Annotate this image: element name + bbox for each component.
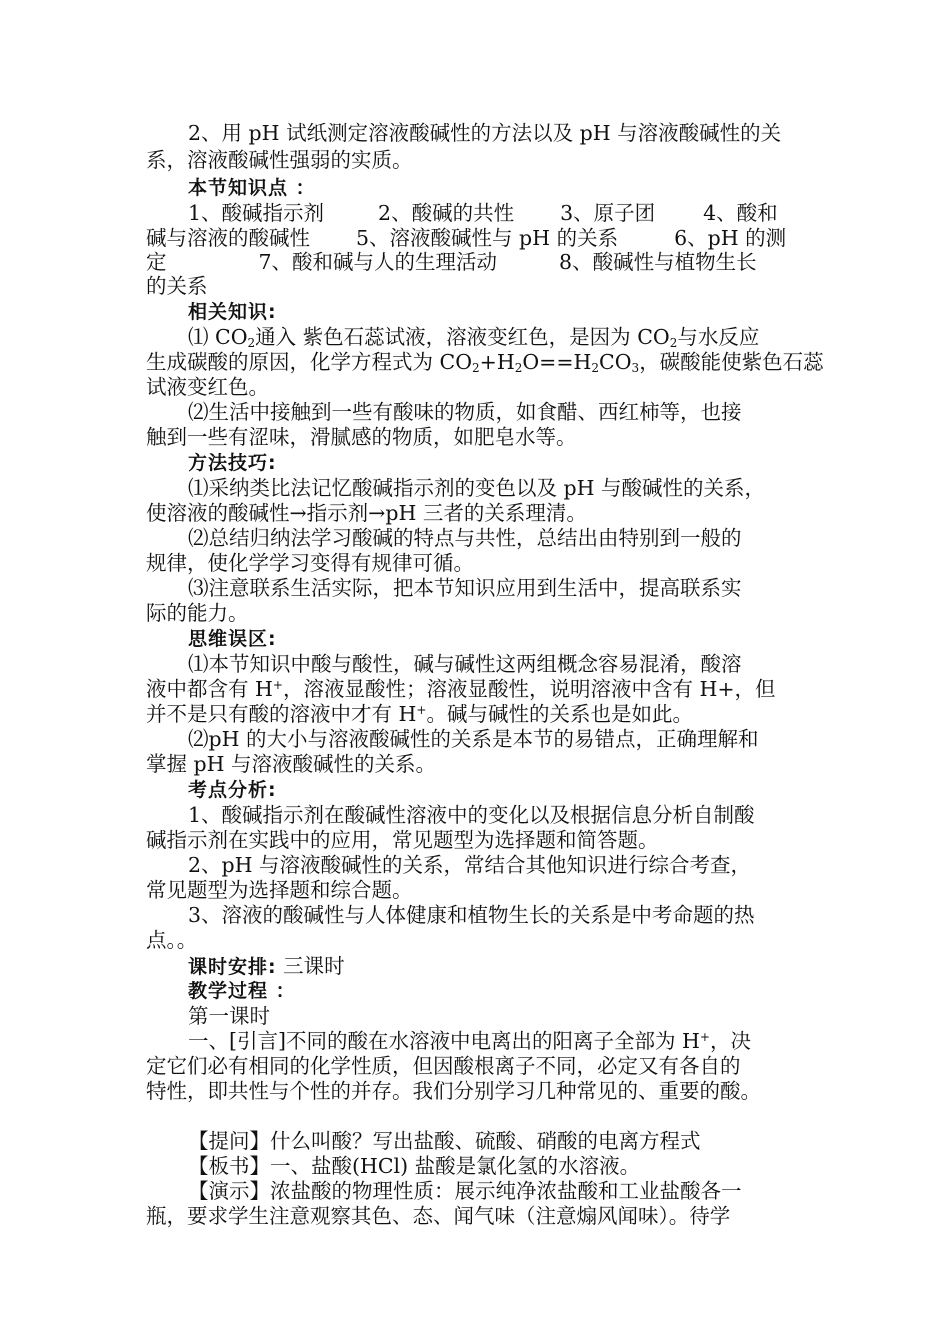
process-line: 特性，即共性与个性的并存。我们分别学习几种常见的、重要的酸。	[146, 1079, 761, 1103]
session-title: 第一课时	[188, 1004, 270, 1028]
methods-line: 使溶液的酸碱性→指示剂→pH 三者的关系理清。	[146, 501, 587, 525]
knowledge-item: 定	[146, 250, 167, 274]
section-heading-schedule: 课时安排:	[188, 956, 277, 978]
exam-line: 点。。	[146, 928, 198, 952]
knowledge-item: 2、酸碱的共性	[378, 201, 515, 225]
section-heading-pitfalls: 思维误区:	[188, 628, 277, 650]
dialog-board: 【板书】一、盐酸(HCl) 盐酸是氯化氢的水溶液。	[188, 1154, 641, 1178]
methods-line: 规律，使化学学习变得有规律可循。	[146, 551, 474, 575]
pitfalls-line: 液中都含有 H+，溶液显酸性；溶液显酸性，说明溶液中含有 H+，但	[146, 677, 776, 701]
knowledge-item: 6、pH 的测	[674, 226, 787, 250]
pitfalls-line: 掌握 pH 与溶液酸碱性的关系。	[146, 752, 437, 776]
exam-line: 3、溶液的酸碱性与人体健康和植物生长的关系是中考命题的热	[188, 903, 755, 927]
knowledge-item: 碱与溶液的酸碱性	[146, 226, 310, 250]
knowledge-item: 7、酸和碱与人的生理活动	[258, 250, 498, 274]
knowledge-line	[146, 225, 786, 252]
methods-line: 际的能力。	[146, 601, 249, 625]
exam-line: 碱指示剂在实践中的应用，常见题型为选择题和简答题。	[146, 828, 659, 852]
knowledge-item: 3、原子团	[560, 201, 656, 225]
related-line: ⑵生活中接触到一些有酸味的物质，如食醋、西红柿等，也接	[188, 400, 742, 424]
process-line: 一、[引言]不同的酸在水溶液中电离出的阳离子全部为 H+，决	[188, 1029, 751, 1053]
knowledge-line	[146, 249, 757, 276]
related-line: 生成碳酸的原因，化学方程式为 $CO_2+H_2O==H_2CO_3$，碳酸能使紫色石蕊	[146, 350, 824, 375]
methods-line: ⑶注意联系生活实际，把本节知识应用到生活中，提高联系实	[188, 576, 742, 600]
related-line: 触到一些有涩味，滑腻感的物质，如肥皂水等。	[146, 425, 577, 449]
knowledge-item: 8、酸碱性与植物生长	[559, 250, 757, 274]
dialog-demo: 瓶，要求学生注意观察其色、态、闻气味（注意煽风闻味）。待学	[146, 1204, 731, 1228]
schedule-value: 三课时	[276, 954, 345, 978]
intro-line: 2、用 pH 试纸测定溶液酸碱性的方法以及 pH 与溶液酸碱性的关	[188, 121, 782, 145]
knowledge-item: 4、酸和	[703, 201, 778, 225]
pitfalls-line: ⑵pH 的大小与溶液酸碱性的关系是本节的易错点，正确理解和	[188, 727, 759, 751]
exam-line: 常见题型为选择题和综合题。	[146, 878, 413, 902]
knowledge-line: 的关系	[146, 274, 208, 298]
knowledge-item: 5、溶液酸碱性与 pH 的关系	[356, 226, 619, 250]
section-heading-related: 相关知识:	[188, 301, 277, 323]
knowledge-line	[188, 200, 778, 227]
exam-line: 1、酸碱指示剂在酸碱性溶液中的变化以及根据信息分析自制酸	[188, 803, 755, 827]
section-heading-process: 教学过程 ：	[188, 980, 296, 1002]
related-line: 试液变红色。	[146, 375, 269, 399]
pitfalls-line: ⑴本节知识中酸与酸性，碱与碱性这两组概念容易混淆，酸溶	[188, 652, 742, 676]
dialog-question: 【提问】什么叫酸？写出盐酸、硫酸、硝酸的电离方程式	[188, 1129, 701, 1153]
pitfalls-line: 并不是只有酸的溶液中才有 H+。碱与碱性的关系也是如此。	[146, 702, 693, 726]
intro-line: 系，溶液酸碱性强弱的实质。	[146, 148, 413, 172]
schedule-line	[188, 953, 345, 981]
dialog-demo: 【演示】浓盐酸的物理性质：展示纯净浓盐酸和工业盐酸各一	[188, 1179, 742, 1203]
knowledge-item: 1、酸碱指示剂	[188, 201, 325, 225]
section-heading-exam: 考点分析:	[188, 779, 277, 801]
section-heading-knowledge: 本节知识点 ：	[188, 177, 316, 199]
section-heading-methods: 方法技巧:	[188, 452, 277, 474]
exam-line: 2、pH 与溶液酸碱性的关系，常结合其他知识进行综合考查，	[188, 853, 752, 877]
process-line: 定它们必有相同的化学性质，但因酸根离子不同，必定又有各自的	[146, 1054, 741, 1078]
related-line: ⑴ $CO_2$通入 紫色石蕊试液，溶液变红色，是因为 $CO_2$与水反应	[188, 325, 760, 350]
methods-line: ⑴采纳类比法记忆酸碱指示剂的变色以及 pH 与酸碱性的关系，	[188, 476, 766, 500]
methods-line: ⑵总结归纳法学习酸碱的特点与共性，总结出由特别到一般的	[188, 526, 742, 550]
